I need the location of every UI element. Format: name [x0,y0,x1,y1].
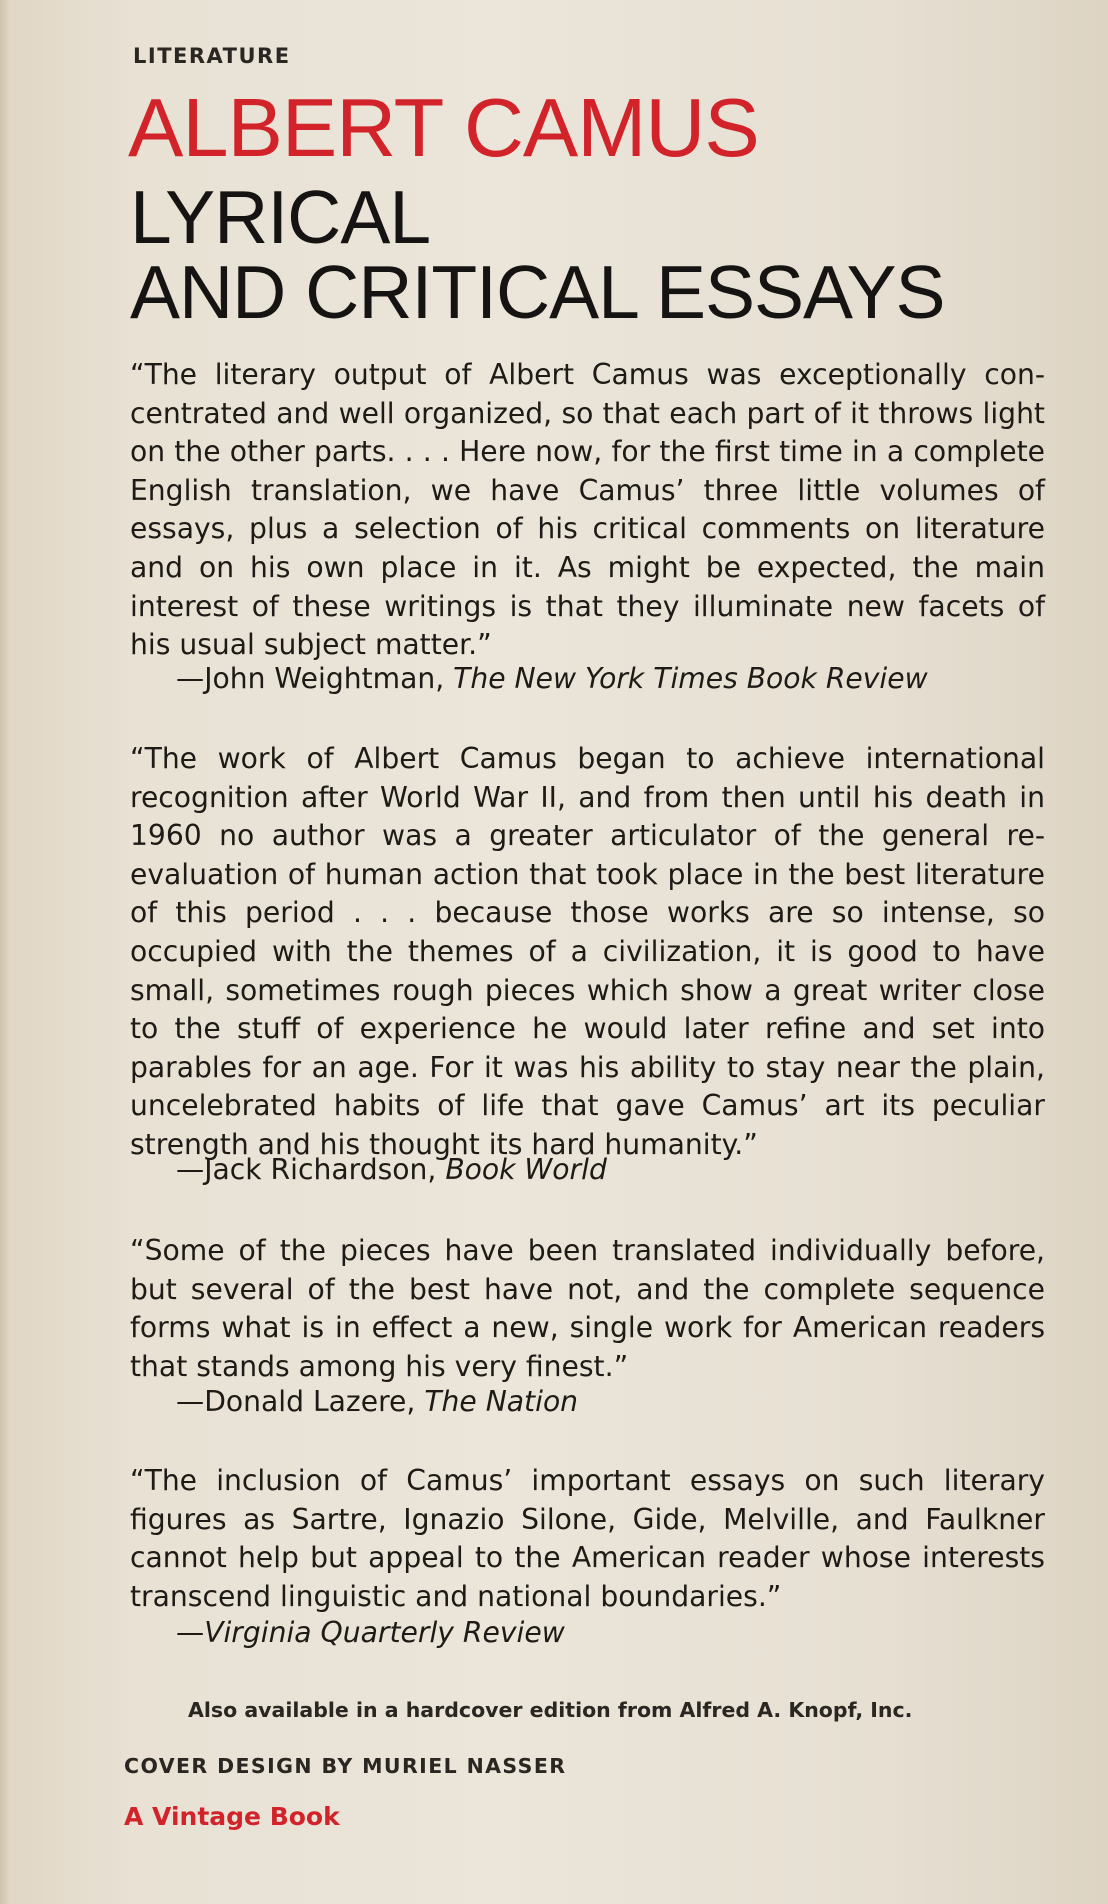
review-source: Book World [445,1153,607,1186]
review-attribution-2 [176,1151,607,1190]
publisher-imprint: A Vintage Book [124,1802,340,1831]
review-source: The Nation [424,1385,579,1418]
page-edge-shadow [0,0,10,1904]
review-quote-1: “The literary output of Albert Camus was exceptionally concentrated and well organized, so that each part of it throws light on the other parts. . . . Here now, for the first time in a complete English translation, we have Camus’ three little volumes of essays, plus a selection of his critical comments on literature and on his own place in it. As might be expected, the main interest of these writings is that they illuminate new facets of his usual subject matter.” [130,358,1045,662]
review-quote-2: “The work of Albert Camus began to achieve international recognition after World War II, and from then until his death in 1960 no author was a greater articulator of the general reevaluation of human action that took place in the best literature of this period . . . because those works are so intense, so occupied with the themes of a civilization, it is good to have small, sometimes rough pieces which show a great writer close to the stuff of experience he would later refine and set into parables for an age. For it was his ability to stay near the plain, uncelebrated habits of life that gave Camus’ art its peculiar strength and his thought its hard humanity.” [130,742,1045,1161]
category-label: LITERATURE [133,44,291,68]
review-source: The New York Times Book Review [453,662,928,695]
book-title [130,175,945,334]
reviewer-name: —Jack Richardson, [176,1153,446,1186]
review-quote-3: “Some of the pieces have been translated individually before, but several of the best have not, and the complete sequence forms what is in effect a new, single work for American readers that stands among his very finest.” [130,1234,1045,1383]
reviewer-name: —John Weightman, [176,662,454,695]
review-attribution-3 [176,1383,578,1422]
review-source: Virginia Quarterly Review [204,1616,565,1649]
author-name: ALBERT CAMUS [128,81,759,174]
book-title-line-1: LYRICAL [130,175,431,259]
review-quote-4: “The inclusion of Camus’ important essays on such literary figures as Sartre, Ignazio Silone, Gide, Melville, and Faulkner cannot help but appeal to the American reader whose interests transcend linguistic and national boundaries.” [130,1464,1045,1613]
reviewer-name: — [176,1616,205,1649]
review-attribution-4 [176,1614,565,1653]
book-title-line-2: AND CRITICAL ESSAYS [130,250,945,334]
hardcover-availability-note: Also available in a hardcover edition from Alfred A. Knopf, Inc. [188,1698,913,1722]
reviewer-name: —Donald Lazere, [176,1385,425,1418]
review-attribution-1 [176,660,928,699]
cover-design-credit: COVER DESIGN BY MURIEL NASSER [124,1754,567,1778]
